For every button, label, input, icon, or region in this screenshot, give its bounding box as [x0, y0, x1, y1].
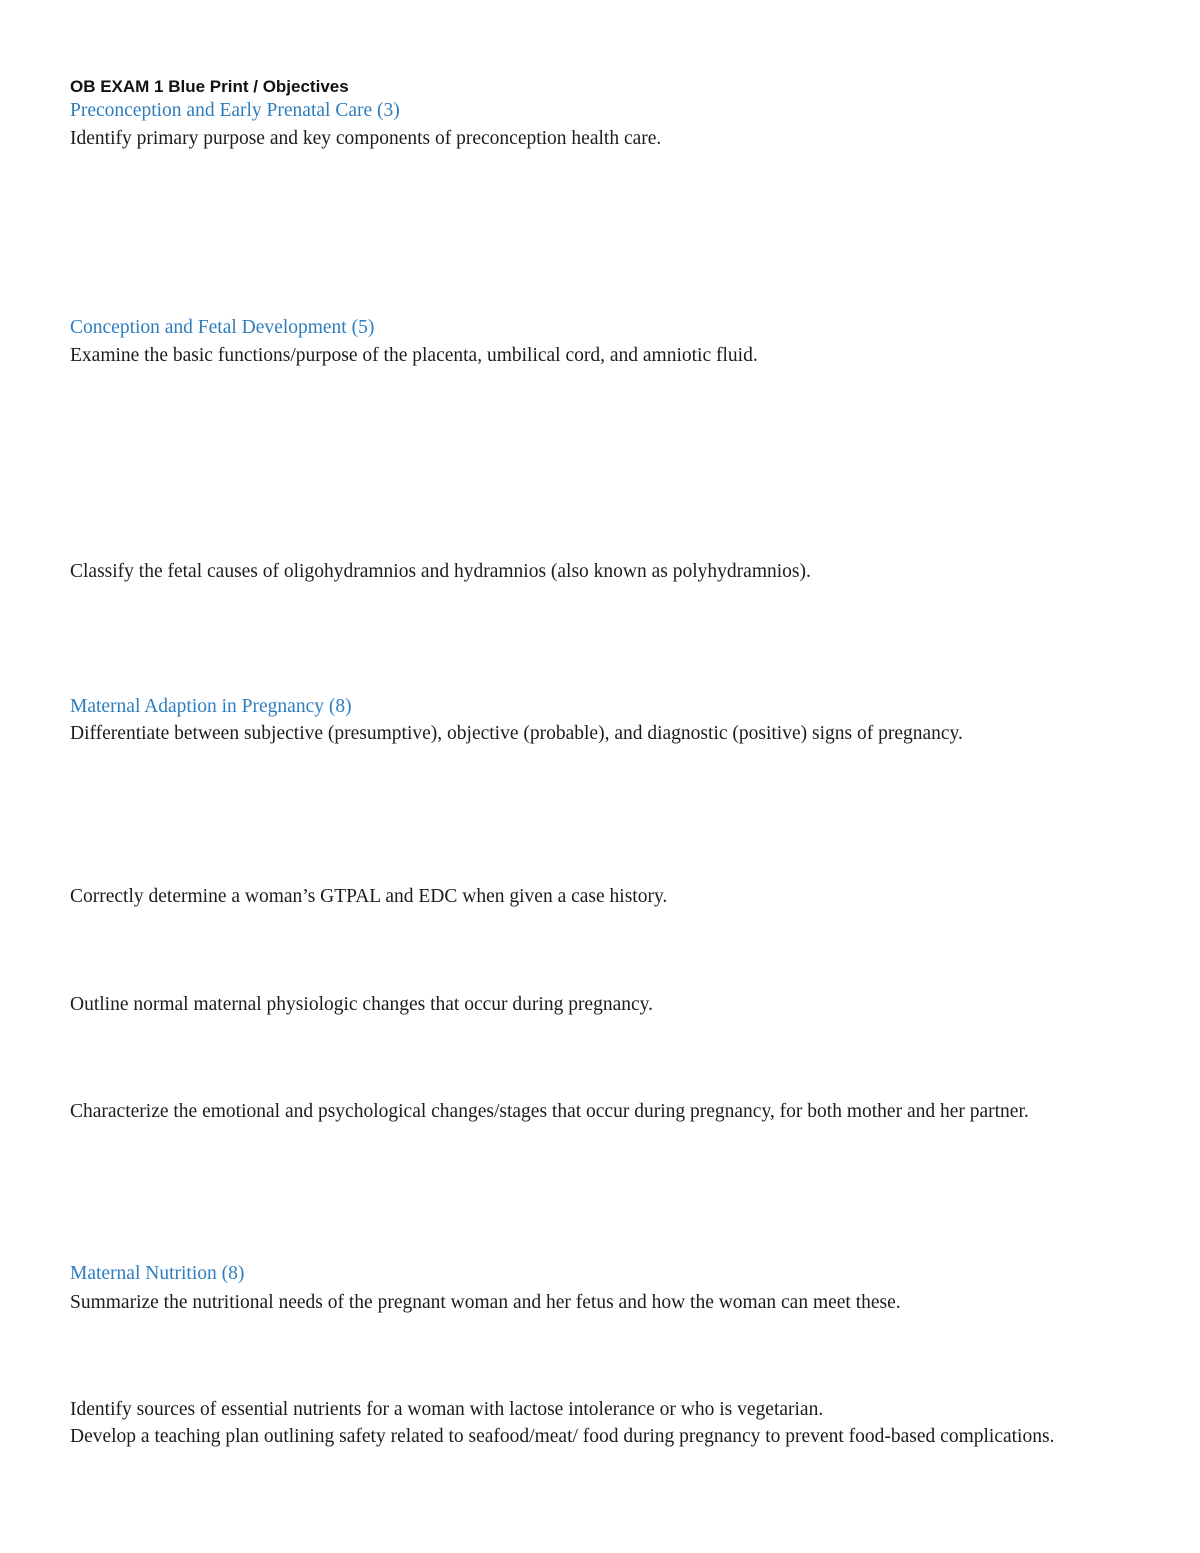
objective-food-safety-teaching: Develop a teaching plan outlining safety related to seafood/meat/ food during pregnancy to prevent food-based complications.: [70, 1426, 1055, 1447]
section-heading-maternal-nutrition: Maternal Nutrition (8): [70, 1263, 245, 1284]
objective-nutritional-needs: Summarize the nutritional needs of the pregnant woman and her fetus and how the woman can meet these.: [70, 1292, 901, 1313]
objective-preconception-purpose: Identify primary purpose and key components of preconception health care.: [70, 128, 662, 149]
objective-emotional-changes: Characterize the emotional and psychological changes/stages that occur during pregnancy, for both mother and her partner.: [70, 1101, 1029, 1122]
section-heading-preconception: Preconception and Early Prenatal Care (3): [70, 100, 400, 121]
document-title: OB EXAM 1 Blue Print / Objectives: [70, 77, 349, 96]
section-heading-conception: Conception and Fetal Development (5): [70, 317, 375, 338]
objective-oligohydramnios: Classify the fetal causes of oligohydramnios and hydramnios (also known as polyhydramnios).: [70, 561, 811, 582]
section-heading-maternal-adaption: Maternal Adaption in Pregnancy (8): [70, 696, 352, 717]
objective-placenta-functions: Examine the basic functions/purpose of the placenta, umbilical cord, and amniotic fluid.: [70, 345, 758, 366]
objective-essential-nutrients: Identify sources of essential nutrients for a woman with lactose intolerance or who is vegetarian.: [70, 1399, 824, 1420]
objective-physiologic-changes: Outline normal maternal physiologic changes that occur during pregnancy.: [70, 994, 654, 1015]
objective-gtpal-edc: Correctly determine a woman’s GTPAL and EDC when given a case history.: [70, 886, 668, 907]
objective-signs-of-pregnancy: Differentiate between subjective (presumptive), objective (probable), and diagnostic (positive) signs of pregnancy.: [70, 723, 963, 744]
